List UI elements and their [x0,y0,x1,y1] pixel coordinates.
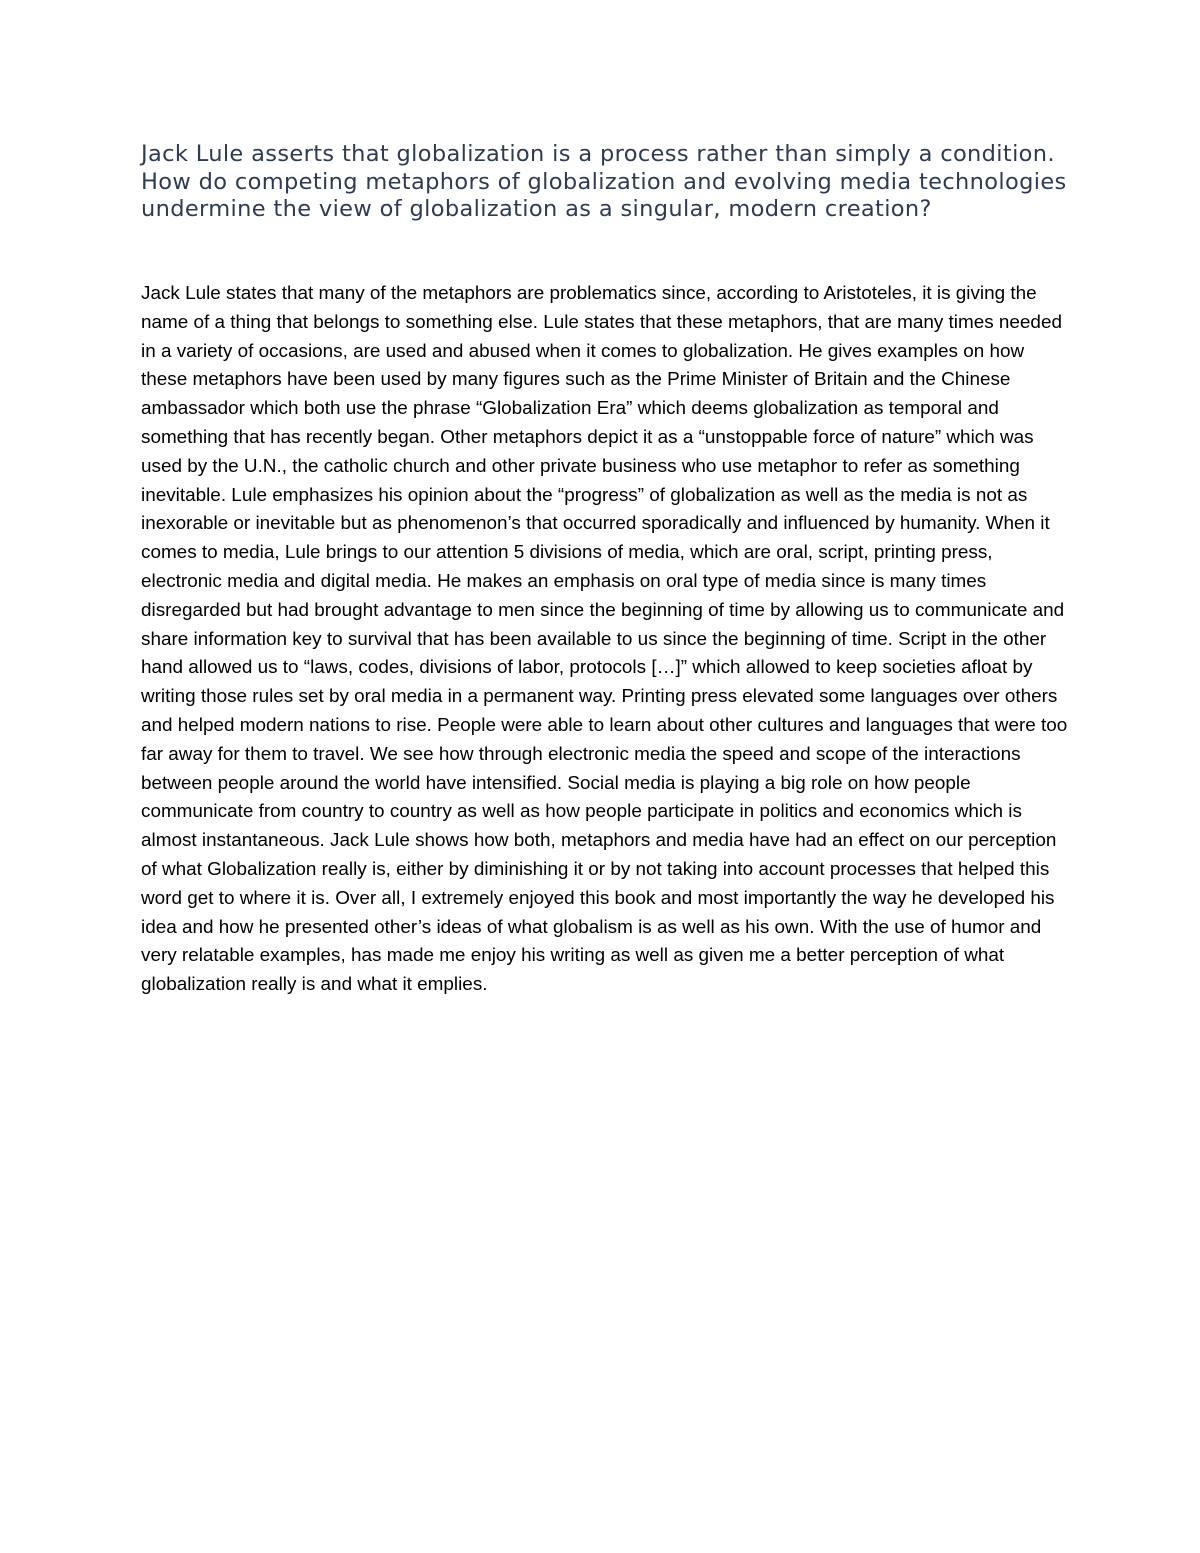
question-heading: Jack Lule asserts that globalization is a process rather than simply a condition. How do competing metaphors of globalization and evolving media technologies undermine the view of globalization as a singular, modern creation? [141,141,1067,222]
answer-paragraph: Jack Lule states that many of the metaphors are problematics since, according to Aristoteles, it is giving the name of a thing that belongs to something else. Lule states that these metaphors, that are many times needed in a variety of occasions, are used and abused when it comes to globalization. He gives examples on how these metaphors have been used by many figures such as the Prime Minister of Britain and the Chinese ambassador which both use the phrase “Globalization Era” which deems globalization as temporal and something that has recently began. Other metaphors depict it as a “unstoppable force of nature” which was used by the U.N., the catholic church and other private business who use metaphor to refer as something inevitable. Lule emphasizes his opinion about the “progress” of globalization as well as the media is not as inexorable or inevitable but as phenomenon’s that occurred sporadically and influenced by humanity. When it comes to media, Lule brings to our attention 5 divisions of media, which are oral, script, printing press, electronic media and digital media. He makes an emphasis on oral type of media since is many times disregarded but had brought advantage to men since the beginning of time by allowing us to communicate and share information key to survival that has been available to us since the beginning of time. Script in the other hand allowed us to “laws, codes, divisions of labor, protocols […]” which allowed to keep societies afloat by writing those rules set by oral media in a permanent way. Printing press elevated some languages over others and helped modern nations to rise. People were able to learn about other cultures and languages that were too far away for them to travel. We see how through electronic media the speed and scope of the interactions between people around the world have intensified. Social media is playing a big role on how people communicate from country to country as well as how people participate in politics and economics which is almost instantaneous. Jack Lule shows how both, metaphors and media have had an effect on our perception of what Globalization really is, either by diminishing it or by not taking into account processes that helped this word get to where it is. Over all, I extremely enjoyed this book and most importantly the way he developed his idea and how he presented other’s ideas of what globalism is as well as his own. With the use of humor and very relatable examples, has made me enjoy his writing as well as given me a better perception of what globalization really is and what it emplies. [141,283,1068,996]
